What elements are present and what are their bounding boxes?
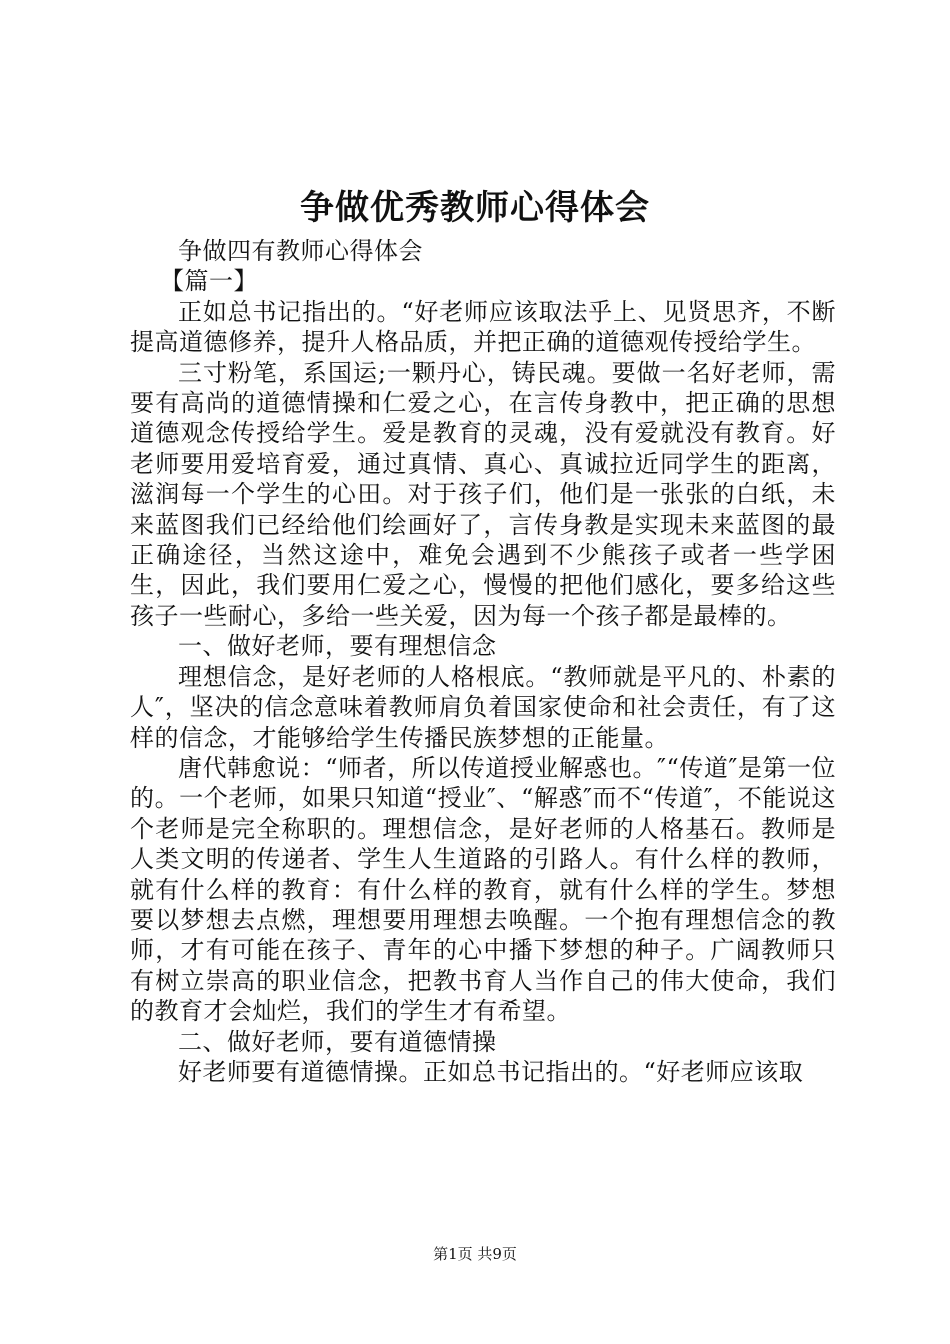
paragraph: 唐代韩愈说：“师者，所以传道授业解惑也。″“传道″是第一位的。一个老师，如果只知道“授业″、“解惑″而不“传道″，不能说这个老师是完全称职的。理想信念，是好老师的人格基石。教师是人类文明的传递者、学生人生道路的引路人。有什么样的教师，就有什么样的教育：有什么样的教育，就有什么样的学生。梦想要以梦想去点燃，理想要用理想去唤醒。一个抱有理想信念的教师，才有可能在孩子、青年的心中播下梦想的种子。广阔教师只有树立崇高的职业信念，把教书育人当作自己的伟大使命，我们的教育才会灿烂，我们的学生才有希望。 [130,753,836,1026]
section-heading: 二、做好老师，要有道德情操 [178,1027,497,1056]
page-number: 第1页 共9页 [433,1245,517,1263]
paragraph: 正如总书记指出的。“好老师应该取法乎上、见贤思齐，不断提高道德修养，提升人格品质，并把正确的道德观传授给学生。 [130,297,836,357]
paragraph: 理想信念，是好老师的人格根底。“教师就是平凡的、朴素的人″，坚决的信念意味着教师肩负着国家使命和社会责任，有了这样的信念，才能够给学生传播民族梦想的正能量。 [130,662,836,752]
section-heading: 一、做好老师，要有理想信念 [178,632,497,661]
document-subtitle: 争做四有教师心得体会 [178,237,423,265]
paragraph: 三寸粉笔，系国运;一颗丹心，铸民魂。要做一名好老师，需要有高尚的道德情操和仁爱之心，在言传身教中，把正确的思想道德观念传授给学生。爱是教育的灵魂，没有爱就没有教育。好老师要用爱培育爱，通过真情、真心、真诚拉近同学生的距离，滋润每一个学生的心田。对于孩子们，他们是一张张的白纸，未来蓝图我们已经给他们绘画好了，言传身教是实现未来蓝图的最正确途径，当然这途中，难免会遇到不少熊孩子或者一些学困生，因此，我们要用仁爱之心，慢慢的把他们感化，要多给这些孩子一些耐心，多给一些关爱，因为每一个孩子都是最棒的。 [130,358,836,630]
paragraph: 好老师要有道德情操。正如总书记指出的。“好老师应该取 [178,1057,804,1086]
document-title: 争做优秀教师心得体会 [300,188,650,228]
section-label: 【篇一】 [160,267,258,296]
document-body [130,236,836,1087]
